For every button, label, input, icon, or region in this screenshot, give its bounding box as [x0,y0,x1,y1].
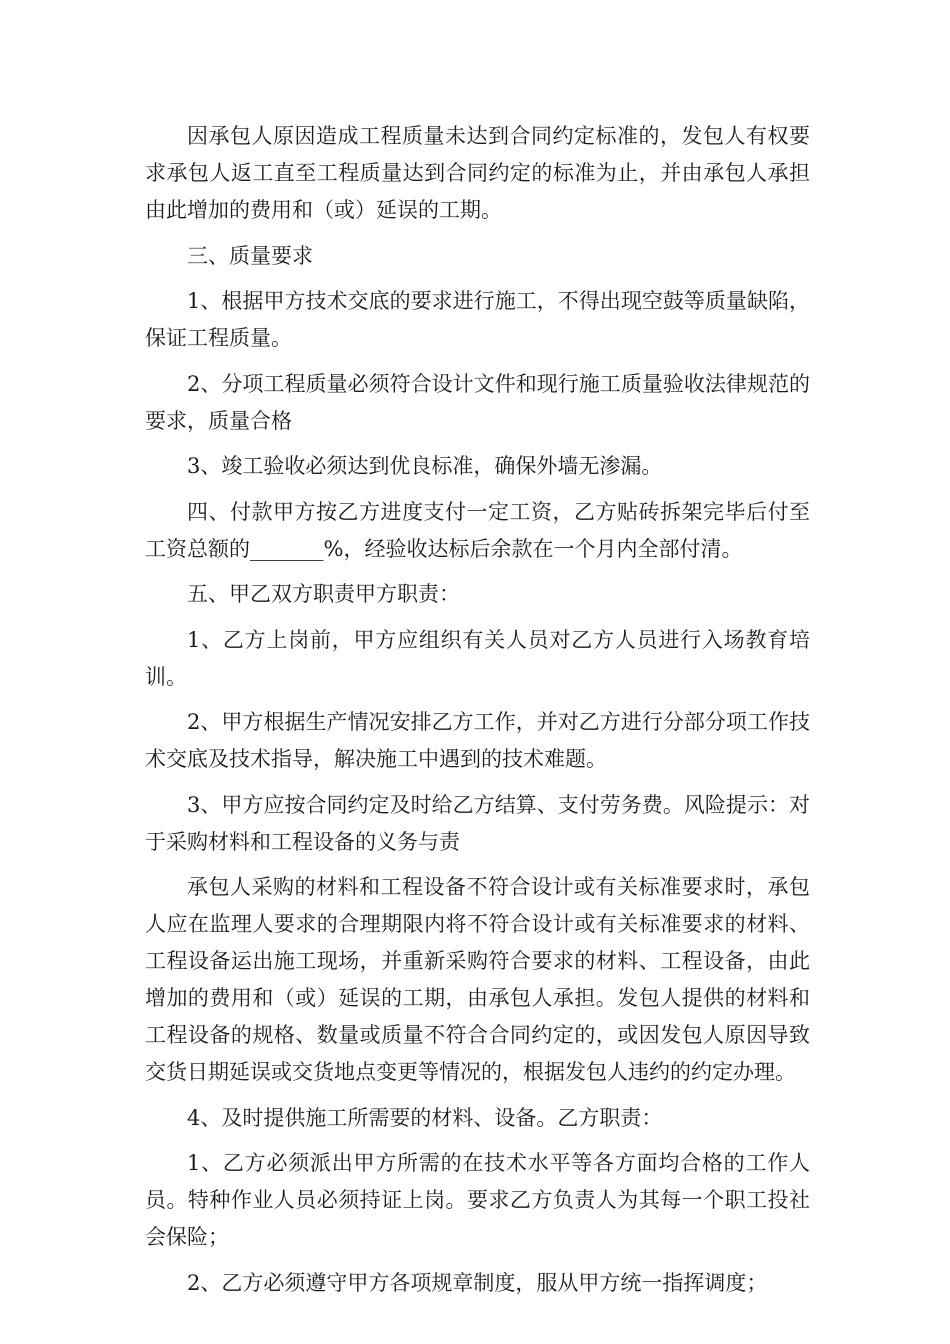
paragraph-party-a-item-2: 2、甲方根据生产情况安排乙方工作，并对乙方进行分部分项工作技术交底及技术指导，解决施工中遇到的技术难题。 [145,710,810,771]
paragraph-party-b-item-1: 1、乙方必须派出甲方所需的在技术水平等各方面均合格的工作人员。特种作业人员必须持证上岗。要求乙方负责人为其每一个职工投社会保险； [145,1151,810,1249]
paragraph-party-b-item-2: 2、乙方必须遵守甲方各项规章制度，服从甲方统一指挥调度； [187,1270,768,1295]
paragraph-quality-item-2: 2、分项工程质量必须符合设计文件和现行施工质量验收法律规范的要求，质量合格 [145,371,810,433]
paragraph-party-a-item-1: 1、乙方上岗前，甲方应组织有关人员对乙方人员进行入场教育培训。 [145,627,810,689]
section-heading-party-a-duties: 五、甲乙双方职责甲方职责： [187,582,460,606]
paragraph-materials-liability: 承包人采购的材料和工程设备不符合设计或有关标准要求时，承包人应在监理人要求的合理期限内将不符合设计或有关标准要求的材料、工程设备运出施工现场，并重新采购符合要求的材料、工程设备，由此增加的费用和（或）延误的工期，由承包人承担。发包人提供的材料和工程设备的规格、数量或质量不符合合同约定的，或因发包人原因导致交货日期延误或交货地点变更等情况的，根据发包人违约的约定办理。 [145,875,810,1084]
paragraph-quality-item-1: 1、根据甲方技术交底的要求进行施工，不得出现空鼓等质量缺陷，保证工程质量。 [145,289,810,350]
paragraph-payment: 四、付款甲方按乙方进度支付一定工资，乙方贴砖拆架完毕后付至工资总额的_______%，经验收达标后余款在一个月内全部付清。 [145,499,810,561]
section-heading-quality-requirements: 三、质量要求 [187,243,313,268]
paragraph-quality-liability: 因承包人原因造成工程质量未达到合同约定标准的，发包人有权要求承包人返工直至工程质量达到合同约定的标准为止，并由承包人承担由此增加的费用和（或）延误的工期。 [145,124,810,222]
paragraph-party-a-item-4: 4、及时提供施工所需要的材料、设备。乙方职责： [187,1105,663,1130]
paragraph-party-a-item-3: 3、甲方应按合同约定及时给乙方结算、支付劳务费。风险提示：对于采购材料和工程设备的义务与责 [145,792,810,854]
paragraph-quality-item-3: 3、竣工验收必须达到优良标准，确保外墙无渗漏。 [187,454,663,478]
document-body [145,118,810,1310]
